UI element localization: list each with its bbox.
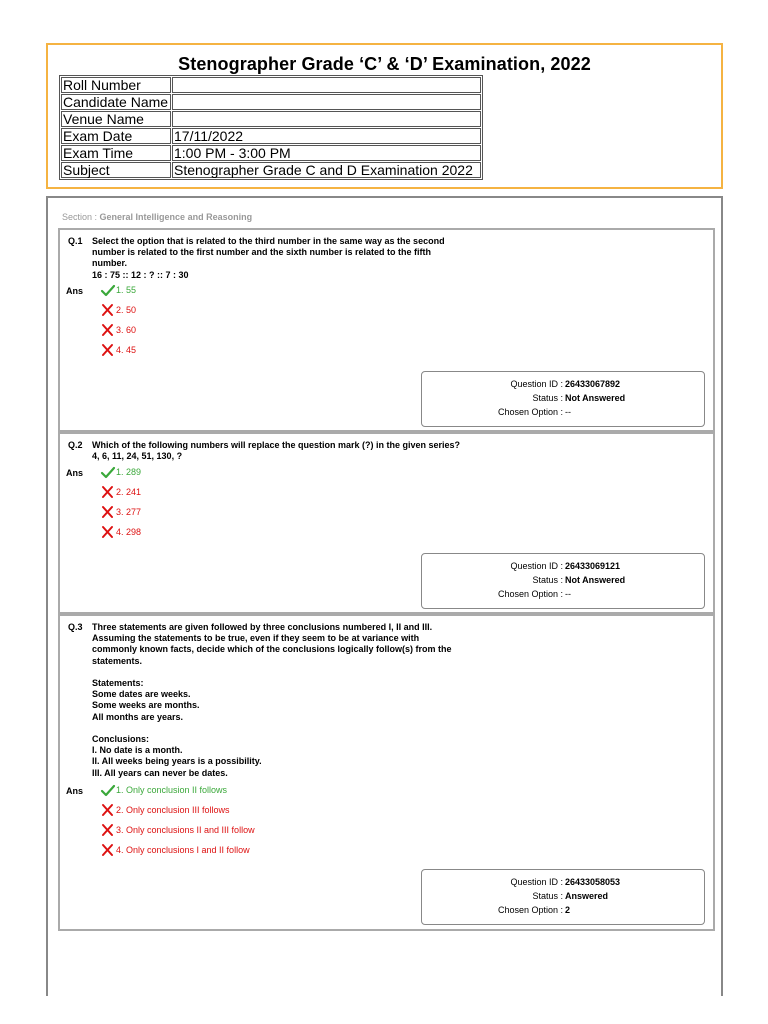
info-value — [172, 111, 481, 127]
meta-value: -- — [565, 407, 571, 417]
cross-icon — [100, 525, 116, 539]
meta-status — [422, 392, 704, 404]
cross-icon — [100, 485, 116, 499]
meta-key: Chosen Option : — [497, 407, 563, 417]
question-meta-box — [421, 371, 705, 427]
response-sheet — [46, 196, 723, 996]
ans-label: Ans — [66, 786, 84, 796]
option-item — [100, 283, 136, 297]
meta-value: Not Answered — [565, 575, 626, 585]
info-row-candidate-name — [61, 94, 481, 110]
question-number: Q.1 — [68, 236, 83, 246]
option-item — [100, 823, 255, 837]
meta-key: Question ID : — [510, 561, 563, 571]
option-item — [100, 525, 141, 539]
option-item — [100, 843, 250, 857]
option-item — [100, 803, 230, 817]
ans-label: Ans — [66, 468, 84, 478]
meta-value: 26433058053 — [565, 877, 621, 887]
option-label: 2. 50 — [116, 305, 137, 315]
question-panel — [58, 432, 715, 614]
option-label: 2. 241 — [116, 487, 142, 497]
cross-icon — [100, 505, 116, 519]
meta-status — [422, 890, 704, 902]
info-row-subject — [61, 162, 481, 178]
meta-question-id — [422, 378, 704, 390]
option-label: 2. Only conclusion III follows — [116, 805, 230, 815]
meta-chosen-option — [422, 904, 704, 916]
cross-icon — [100, 843, 116, 857]
meta-value: 2 — [565, 905, 571, 915]
info-value — [172, 94, 481, 110]
info-value: 1:00 PM - 3:00 PM — [172, 145, 481, 161]
info-value — [172, 77, 481, 93]
info-row-roll-number — [61, 77, 481, 93]
meta-key: Status : — [532, 575, 563, 585]
section-prefix: Section : — [62, 212, 100, 222]
option-label: 3. 277 — [116, 507, 142, 517]
info-row-exam-date — [61, 128, 481, 144]
option-item — [100, 465, 141, 479]
option-item — [100, 505, 141, 519]
ans-label: Ans — [66, 286, 84, 296]
meta-question-id — [422, 560, 704, 572]
info-label: Exam Time — [61, 145, 171, 161]
option-label: 3. Only conclusions II and III follow — [116, 825, 255, 835]
meta-key: Question ID : — [510, 877, 563, 887]
meta-key: Status : — [532, 891, 563, 901]
meta-key: Status : — [532, 393, 563, 403]
cross-icon — [100, 803, 116, 817]
info-label: Exam Date — [61, 128, 171, 144]
meta-value: -- — [565, 589, 571, 599]
option-label: 3. 60 — [116, 325, 137, 335]
info-label: Subject — [61, 162, 171, 178]
info-value: 17/11/2022 — [172, 128, 481, 144]
option-item — [100, 485, 141, 499]
option-label: 4. 45 — [116, 345, 137, 355]
section-name: General Intelligence and Reasoning — [99, 212, 253, 222]
question-text: Select the option that is related to the third number in the same way as the second number is related to the first number and the sixth number is related to the fifth number. 16 : 75 :: 12 : ? :: 7 : 30 — [92, 236, 445, 280]
cross-icon — [100, 303, 116, 317]
question-number: Q.3 — [68, 622, 83, 632]
exam-header — [46, 43, 723, 189]
option-item — [100, 783, 227, 797]
exam-title: Stenographer Grade ‘C’ & ‘D’ Examination, 2022 — [178, 54, 591, 74]
question-text: Which of the following numbers will replace the question mark (?) in the given series? 4, 6, 11, 24, 51, 130, ? — [92, 440, 461, 462]
meta-key: Question ID : — [510, 379, 563, 389]
question-meta-box — [421, 553, 705, 609]
check-icon — [100, 783, 116, 797]
option-item — [100, 343, 136, 357]
check-icon — [100, 283, 116, 297]
meta-value: 26433067892 — [565, 379, 621, 389]
meta-value: Not Answered — [565, 393, 626, 403]
section-heading — [62, 212, 252, 222]
info-row-venue-name — [61, 111, 481, 127]
meta-value: Answered — [565, 891, 609, 901]
info-value: Stenographer Grade C and D Examination 2022 — [172, 162, 481, 178]
cross-icon — [100, 343, 116, 357]
option-label: 1. 55 — [116, 285, 137, 295]
meta-chosen-option — [422, 588, 704, 600]
cross-icon — [100, 823, 116, 837]
option-item — [100, 323, 136, 337]
candidate-info-table — [59, 75, 483, 180]
meta-status — [422, 574, 704, 586]
option-label: 4. 298 — [116, 527, 142, 537]
info-row-exam-time — [61, 145, 481, 161]
meta-value: 26433069121 — [565, 561, 621, 571]
option-label: 4. Only conclusions I and II follow — [116, 845, 250, 855]
option-item — [100, 303, 136, 317]
cross-icon — [100, 323, 116, 337]
info-label: Venue Name — [61, 111, 171, 127]
meta-key: Chosen Option : — [497, 589, 563, 599]
meta-key: Chosen Option : — [497, 905, 563, 915]
question-panel — [58, 228, 715, 432]
question-meta-box — [421, 869, 705, 925]
check-icon — [100, 465, 116, 479]
info-label: Candidate Name — [61, 94, 171, 110]
question-text: Three statements are given followed by three conclusions numbered I, II and III. Assuming the statements to be true, even if they seem to be at variance with commonly known facts, decide which of the conclusions logically follow(s) from the statements. Statements: Some dates are weeks. Some weeks are months. All months are years. Conclusions: I. No date is a month. II. All weeks being years is a possibility. III. All years can never be dates. — [92, 622, 452, 778]
info-label: Roll Number — [61, 77, 171, 93]
question-number: Q.2 — [68, 440, 83, 450]
question-panel — [58, 614, 715, 931]
option-label: 1. 289 — [116, 467, 142, 477]
option-label: 1. Only conclusion II follows — [116, 785, 228, 795]
meta-chosen-option — [422, 406, 704, 418]
meta-question-id — [422, 876, 704, 888]
